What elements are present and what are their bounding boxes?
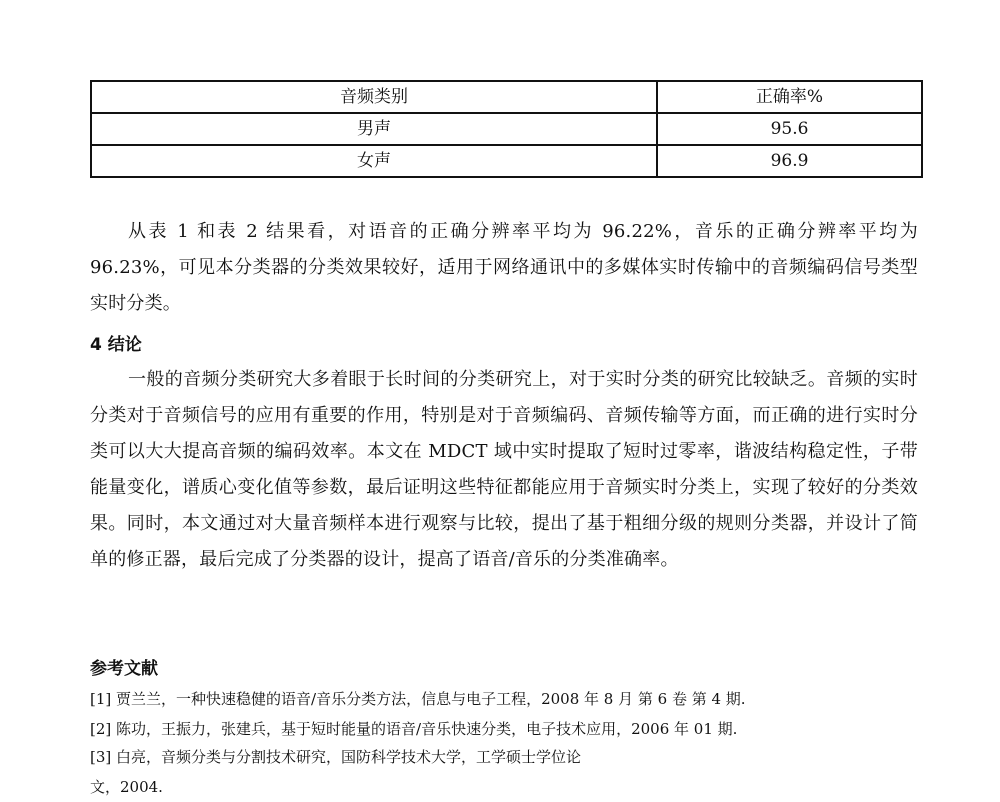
reference-item: [2] 陈功，王振力，张建兵，基于短时能量的语音/音乐快速分类，电子技术应用，2006 年 01 期. xyxy=(90,720,738,738)
section-heading: 4 结论 xyxy=(90,335,142,355)
reference-item: [1] 贾兰兰，一种快速稳健的语音/音乐分类方法，信息与电子工程，2008 年 8 月 第 6 卷 第 4 期. xyxy=(90,690,746,708)
table-cell-accuracy: 95.6 xyxy=(657,113,922,145)
accuracy-table xyxy=(90,80,923,178)
column-header-accuracy: 正确率% xyxy=(657,81,922,113)
reference-item-partial xyxy=(90,748,610,796)
references-list xyxy=(90,684,950,744)
reference-partial-text: [3] 白亮，音频分类与分割技术研究，国防科学技术大学，工学硕士学位论文，2004. xyxy=(90,748,582,796)
results-paragraph xyxy=(90,214,918,322)
column-header-category: 音频类别 xyxy=(91,81,657,113)
table-cell-category: 女声 xyxy=(91,145,657,177)
table-row xyxy=(91,145,922,177)
table-cell-accuracy: 96.9 xyxy=(657,145,922,177)
table-row xyxy=(91,113,922,145)
references-heading: 参考文献 xyxy=(90,659,158,679)
table-cell-category: 男声 xyxy=(91,113,657,145)
table-header-row xyxy=(91,81,922,113)
conclusion-paragraph xyxy=(90,362,918,578)
results-text: 从表 1 和表 2 结果看，对语音的正确分辨率平均为 96.22%，音乐的正确分辨率平均为 96.23%，可见本分类器的分类效果较好，适用于网络通讯中的多媒体实时传输中的音频编码信号类型实时分类。 xyxy=(90,221,918,314)
conclusion-text: 一般的音频分类研究大多着眼于长时间的分类研究上，对于实时分类的研究比较缺乏。音频的实时分类对于音频信号的应用有重要的作用，特别是对于音频编码、音频传输等方面，而正确的进行实时分类可以大大提高音频的编码效率。本文在 MDCT 域中实时提取了短时过零率，谐波结构稳定性，子带能量变化，谱质心变化值等参数，最后证明这些特征都能应用于音频实时分类上，实现了较好的分类效果。同时，本文通过对大量音频样本进行观察与比较，提出了基于粗细分级的规则分类器，并设计了简单的修正器，最后完成了分类器的设计，提高了语音/音乐的分类准确率。 xyxy=(90,369,918,570)
